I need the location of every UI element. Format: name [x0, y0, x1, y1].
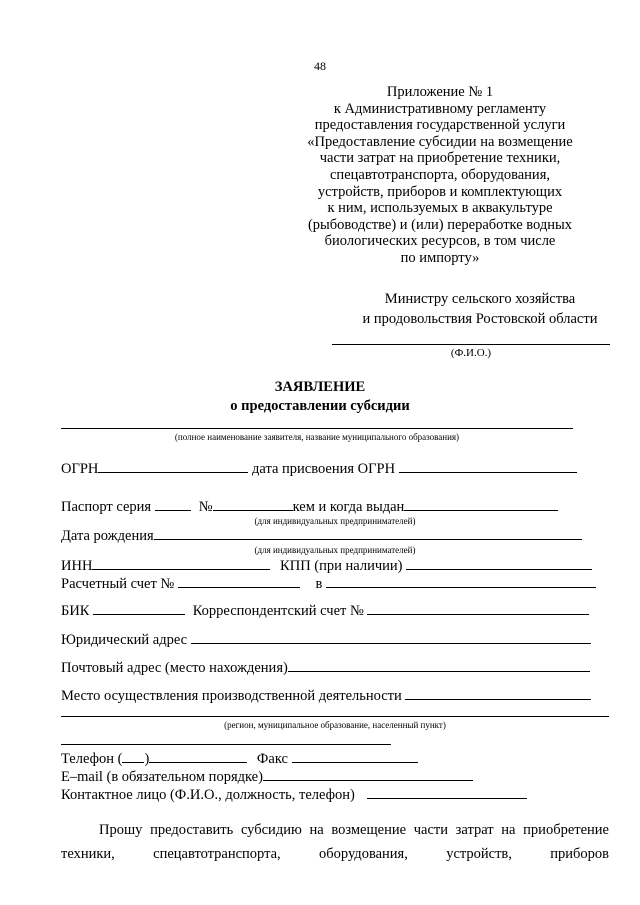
- ogrn-row: [61, 459, 577, 478]
- ogrn-label: ОГРН: [61, 461, 99, 477]
- passport-issued-field[interactable]: [404, 497, 558, 511]
- activity-place-field[interactable]: [405, 686, 591, 700]
- kpp-field[interactable]: [406, 556, 592, 570]
- additional-line-field[interactable]: [61, 744, 391, 745]
- bik-row: [61, 601, 589, 620]
- title-line-1: ЗАЯВЛЕНИЕ: [274, 379, 366, 395]
- appendix-line: биологических ресурсов, в том числе: [324, 233, 556, 250]
- fax-field[interactable]: [292, 749, 418, 763]
- email-field[interactable]: [263, 767, 473, 781]
- region-caption: (регион, муниципальное образование, населенный пункт): [224, 720, 446, 730]
- birth-date-row: [61, 526, 582, 545]
- phone-row: [61, 749, 418, 768]
- bik-label: БИК: [61, 603, 90, 619]
- kpp-label: КПП (при наличии): [280, 558, 403, 574]
- passport-issued-label: кем и когда выдан: [292, 499, 405, 515]
- bik-field[interactable]: [93, 601, 185, 615]
- appendix-line: к Административному регламенту: [333, 100, 547, 117]
- passport-number-label: №: [198, 499, 213, 515]
- inn-field[interactable]: [92, 556, 270, 570]
- email-label: E–mail (в обязательном порядке): [61, 769, 263, 785]
- appendix-line: предоставления государственной услуги: [314, 117, 566, 134]
- appendix-line: части затрат на приобретение техники,: [319, 150, 561, 167]
- passport-series-field[interactable]: [155, 497, 191, 511]
- corr-account-field[interactable]: [367, 601, 589, 615]
- appendix-line: к ним, используемых в аквакультуре: [327, 200, 553, 217]
- individual-caption-2: (для индивидуальных предпринимателей): [254, 545, 416, 555]
- ogrn-date-label: дата присвоения ОГРН: [252, 461, 396, 477]
- postal-address-field[interactable]: [288, 658, 590, 672]
- legal-address-label: Юридический адрес: [61, 632, 188, 648]
- account-field[interactable]: [178, 574, 300, 588]
- addressee-line-2: и продовольствия Ростовской области: [362, 311, 598, 327]
- request-paragraph: [61, 818, 609, 866]
- postal-address-label: Почтовый адрес (место нахождения): [61, 660, 288, 676]
- activity-place-row: [61, 686, 591, 705]
- title-line-2: о предоставлении субсидии: [230, 398, 410, 414]
- phone-close: ): [144, 751, 150, 767]
- legal-address-row: [61, 630, 591, 649]
- region-field[interactable]: [61, 716, 609, 717]
- paragraph-line-2: техники, спецавтотранспорта, оборудования, устройств, приборов: [61, 846, 609, 862]
- legal-address-field[interactable]: [191, 630, 591, 644]
- inn-label: ИНН: [61, 558, 93, 574]
- appendix-line: спецавтотранспорта, оборудования,: [330, 166, 550, 183]
- fio-caption: (Ф.И.О.): [450, 347, 492, 359]
- passport-series-label: Паспорт серия: [61, 499, 152, 515]
- appendix-line: Приложение № 1: [386, 84, 494, 100]
- contact-field[interactable]: [367, 785, 527, 799]
- email-row: [61, 767, 473, 786]
- inn-row: [61, 556, 592, 575]
- document-title: [0, 378, 640, 416]
- fax-label: Факс: [256, 751, 288, 767]
- appendix-line: по импорту»: [400, 249, 480, 266]
- bank-name-field[interactable]: [326, 574, 596, 588]
- addressee-block: [330, 289, 630, 329]
- applicant-name-field[interactable]: [61, 428, 573, 429]
- passport-row: [61, 497, 558, 516]
- account-in-label: в: [315, 576, 323, 592]
- activity-place-label: Место осуществления производственной деятельности: [61, 688, 402, 704]
- addressee-line-1: Министру сельского хозяйства: [384, 291, 576, 307]
- passport-number-field[interactable]: [213, 497, 293, 511]
- appendix-block: [300, 84, 580, 267]
- contact-row: [61, 785, 527, 804]
- appendix-line: (рыбоводстве) и (или) переработке водных: [307, 216, 573, 233]
- birth-date-field[interactable]: [154, 526, 582, 540]
- applicant-name-caption: (полное наименование заявителя, название муниципального образования): [174, 432, 460, 442]
- phone-field[interactable]: [149, 749, 247, 763]
- contact-label: Контактное лицо (Ф.И.О., должность, телефон): [61, 787, 355, 803]
- birth-date-label: Дата рождения: [61, 528, 154, 544]
- account-row: [61, 574, 596, 593]
- individual-caption-1: (для индивидуальных предпринимателей): [254, 516, 416, 526]
- paragraph-line-1: Прошу предоставить субсидию на возмещение части затрат на приобретение: [99, 822, 609, 838]
- ogrn-date-field[interactable]: [399, 459, 577, 473]
- postal-address-row: [61, 658, 590, 677]
- corr-account-label: Корреспондентский счет №: [192, 603, 364, 619]
- phone-code-field[interactable]: [122, 749, 144, 763]
- phone-label: Телефон (: [61, 751, 123, 767]
- fio-signature-line[interactable]: [332, 344, 610, 345]
- ogrn-field[interactable]: [98, 459, 248, 473]
- appendix-line: «Предоставление субсидии на возмещение: [307, 133, 573, 150]
- page-number: 48: [314, 59, 326, 73]
- account-label: Расчетный счет №: [61, 576, 175, 592]
- appendix-line: устройств, приборов и комплектующих: [317, 183, 563, 200]
